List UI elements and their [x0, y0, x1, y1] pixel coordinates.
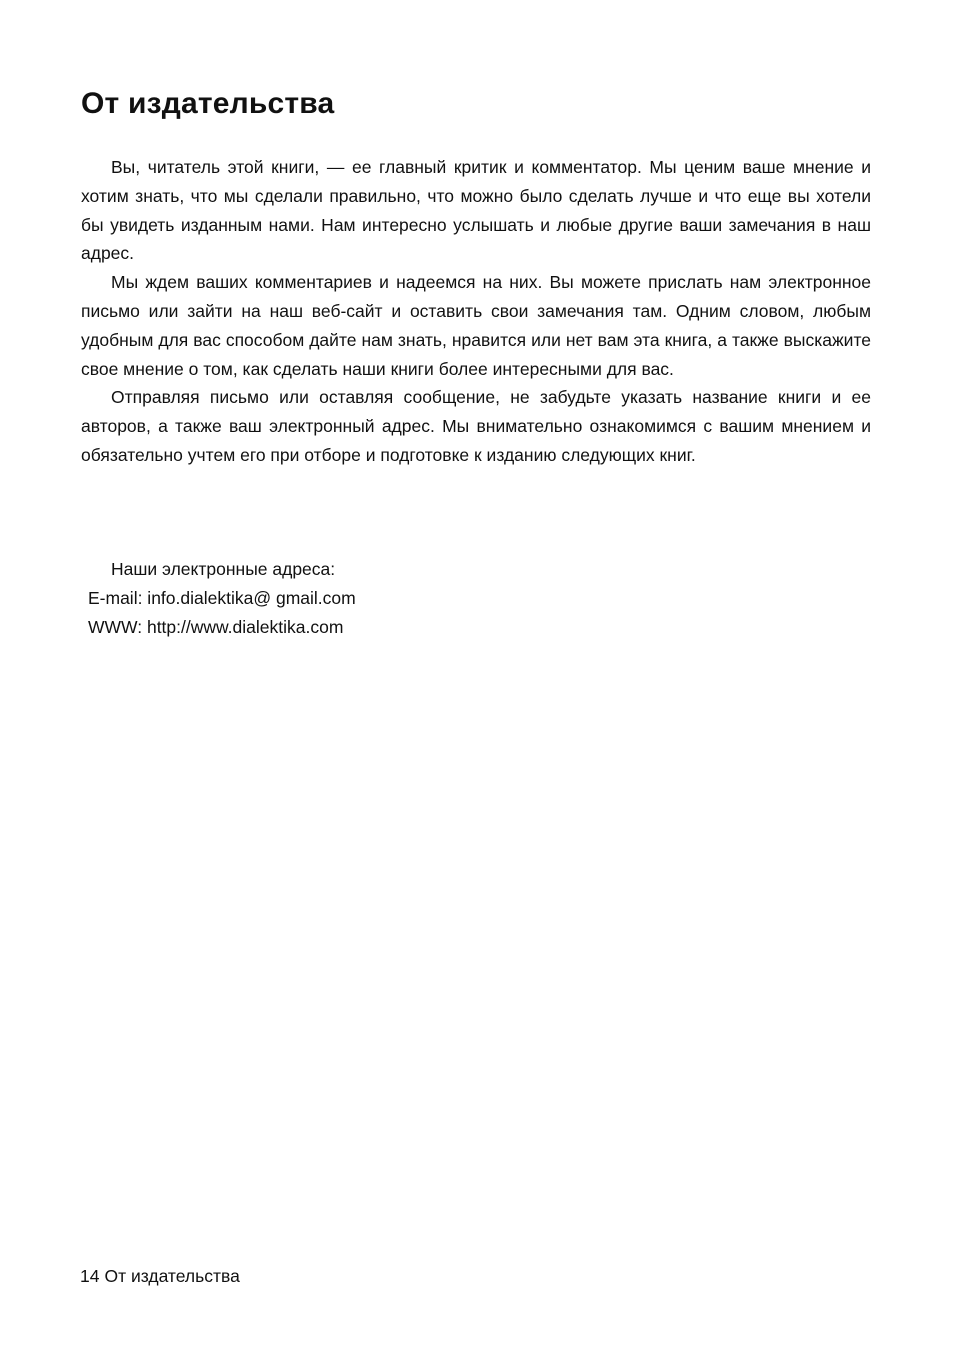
running-title: От издательства [104, 1266, 240, 1286]
section-heading: От издательства [81, 87, 335, 120]
body-text [81, 153, 871, 470]
page-footer [80, 1264, 240, 1288]
contact-block [88, 555, 356, 642]
page-number: 14 [80, 1266, 100, 1286]
paragraph-1: Вы, читатель этой книги, — ее главный критик и комментатор. Мы ценим ваше мнение и хотим знать, что мы сделали правильно, что можно было сделать лучше и что еще вы хотели бы увидеть изданным нами. Нам интересно услышать и любые другие ваши замечания в наш адрес. [81, 157, 871, 264]
contacts-intro: Наши электронные адреса: [111, 559, 336, 579]
paragraph-2: Мы ждем ваших комментариев и надеемся на них. Вы можете прислать нам электронное письмо или зайти на наш веб-сайт и оставить свои замечания там. Одним словом, любым удобным для вас способом дайте нам знать, нравится или нет вам эта книга, а также выскажите свое мнение о том, как сделать наши книги более интересными для вас. [81, 272, 871, 379]
email-address: E-mail: info.dialektika@ gmail.com [88, 588, 356, 608]
website-address: WWW: http://www.dialektika.com [88, 617, 344, 637]
paragraph-3: Отправляя письмо или оставляя сообщение, не забудьте указать название книги и ее авторов, а также ваш электронный адрес. Мы внимательно ознакомимся с вашим мнением и обязательно учтем его при отборе и подготовке к изданию следующих книг. [81, 387, 871, 465]
